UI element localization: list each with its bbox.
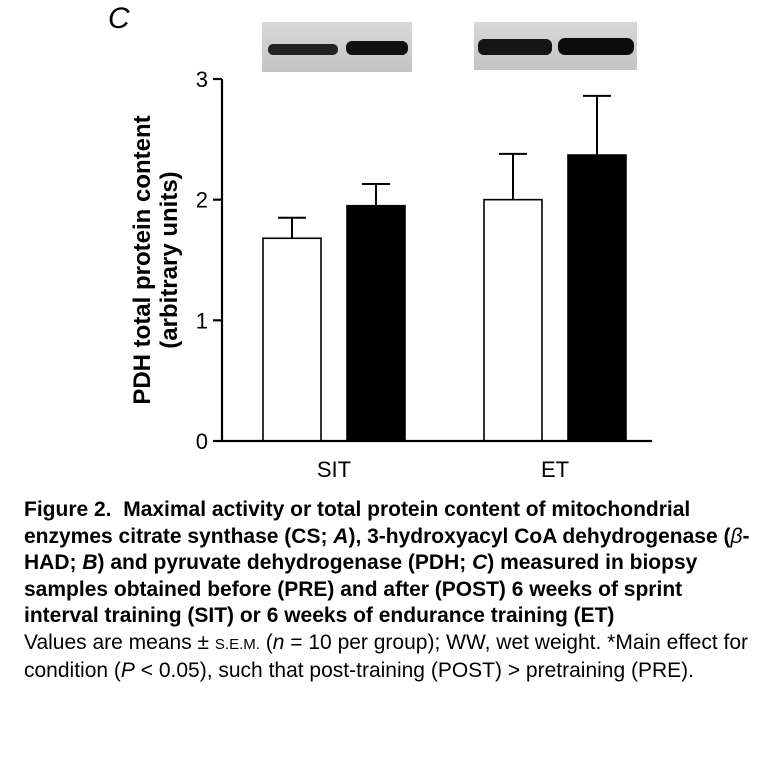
y-axis-label xyxy=(129,115,183,404)
figure-caption xyxy=(24,497,754,685)
y-axis-label-line: PDH total protein content xyxy=(129,115,156,405)
x-tick-label: SIT xyxy=(316,457,352,482)
y-tick-label: 0 xyxy=(195,429,208,454)
western-blot-et xyxy=(474,22,637,70)
bar xyxy=(263,238,321,441)
y-tick-label: 3 xyxy=(195,67,208,92)
figure-number: Figure 2. xyxy=(24,498,112,521)
western-blot-sit xyxy=(262,22,412,72)
caption-legend: Values are means ± S.E.M. (n = 10 per group); WW, wet weight. *Main effect for condition (P < 0.05), such that post-training (POST) > pretraining (PRE). xyxy=(24,630,749,682)
panel-label: C xyxy=(108,2,130,35)
bars xyxy=(263,96,626,441)
x-axis xyxy=(222,441,652,482)
y-tick-label: 1 xyxy=(195,308,208,334)
y-axis xyxy=(196,67,222,454)
bar xyxy=(484,200,542,441)
y-tick-label: 2 xyxy=(195,187,208,213)
bar xyxy=(347,206,405,441)
x-tick-label: ET xyxy=(540,457,570,482)
y-axis-label-line: (arbitrary units) xyxy=(156,171,183,349)
bar xyxy=(568,155,626,441)
caption-title: Figure 2. Maximal activity or total protein content of mitochondrial enzymes citrate synthase (CS; A), 3-hydroxyacyl CoA dehydrogenase (β-HAD; B) and pyruvate dehydrogenase (PDH; C) measured in biopsy samples obtained before (PRE) and after (POST) 6 weeks of sprint interval training (SIT) or 6 weeks of endurance training (ET) xyxy=(24,498,750,627)
